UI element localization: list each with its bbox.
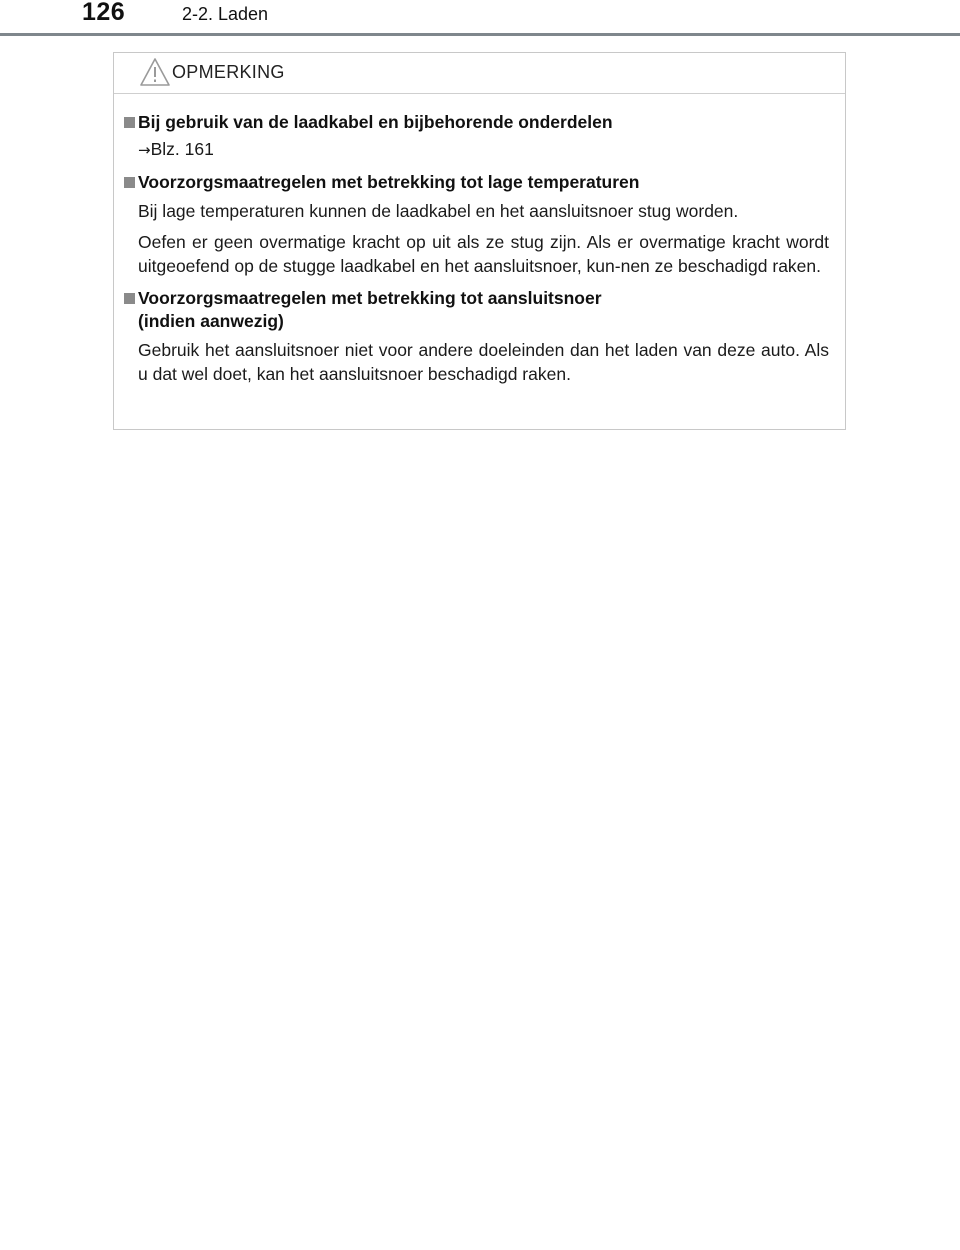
section-title: 2-2. Laden xyxy=(182,4,269,24)
item-paragraph: Gebruik het aansluitsnoer niet voor andere doeleinden dan het laden van deze auto. Als u dat wel doet, kan het aansluitsnoer beschadigd raken. xyxy=(138,340,829,384)
item-heading xyxy=(114,111,845,134)
notice-item-cable-use xyxy=(114,111,845,163)
item-paragraph: Bij lage temperaturen kunnen de laadkabel en het aansluitsnoer stug worden. xyxy=(138,200,739,221)
page-header xyxy=(0,0,960,36)
arrow-right-icon: → xyxy=(138,141,151,159)
notice-header xyxy=(114,53,845,94)
item-heading-text: Voorzorgsmaatregelen met betrekking tot aansluitsnoer xyxy=(138,288,602,308)
item-heading-text: (indien aanwezig) xyxy=(138,311,284,331)
square-bullet-icon xyxy=(124,293,135,304)
item-heading xyxy=(114,171,845,194)
notice-title: OPMERKING xyxy=(172,62,285,82)
square-bullet-icon xyxy=(124,117,135,128)
notice-item-connection-cord xyxy=(114,287,845,386)
page-reference-text: Blz. 161 xyxy=(150,139,214,159)
notice-box xyxy=(113,52,846,430)
notice-body xyxy=(114,94,845,386)
warning-triangle-icon xyxy=(139,57,171,87)
page-reference xyxy=(114,138,845,163)
item-heading-text: Voorzorgsmaatregelen met betrekking tot lage temperaturen xyxy=(138,171,640,192)
item-heading xyxy=(114,287,845,333)
item-heading-text: Bij gebruik van de laadkabel en bijbehorende onderdelen xyxy=(138,112,613,132)
page-number: 126 xyxy=(82,0,126,26)
square-bullet-icon xyxy=(124,177,135,188)
notice-item-low-temperature xyxy=(114,171,845,279)
item-paragraph: Oefen er geen overmatige kracht op uit als ze stug zijn. Als er overmatige kracht wordt uitgeoefend op de stugge laadkabel en het aansluitsnoer, kun-nen ze beschadigd raken. xyxy=(138,232,829,276)
header-rule xyxy=(0,33,960,36)
